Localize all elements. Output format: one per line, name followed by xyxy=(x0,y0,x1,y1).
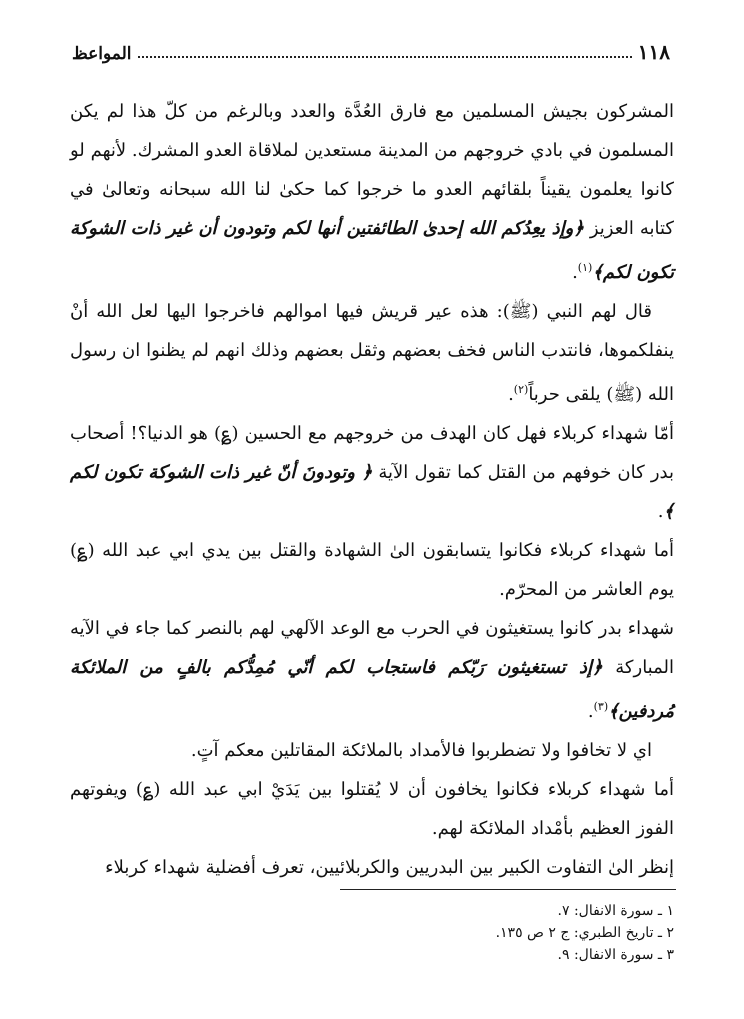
paragraph-8 xyxy=(70,848,674,887)
paragraph-text: شهداء بدر كانوا يستغيثون في الحرب مع الوعد الآلهي لهم بالنصر كما جاء في الآيه المباركة xyxy=(70,618,674,678)
paragraph-2: قال لهم النبي (ﷺ): هذه عير قريش فيها اموالهم فاخرجوا اليها لعل الله أنْ ينفلكموها، فانتدب الناس فخف بعضهم وثقل بعضهم وذلك انهم لم يظنوا ان رسول الله (ﷺ) يلقى حرباً$^{(٢)}$. xyxy=(70,301,674,405)
quran-verse: ﴿ وتودونَ أنّ غير ذات الشوكة تكون لكم ﴾ xyxy=(70,462,674,522)
footnote-1: ١ ـ سورة الانفال: ٧. xyxy=(557,903,674,919)
page-number: ١١٨ xyxy=(637,40,670,64)
page-header xyxy=(72,34,670,64)
paragraph-text: أمّا شهداء كربلاء فهل كان الهدف من خروجهم مع الحسين (؏) هو الدنيا؟! أصحاب بدر كان خوفهم من القتل كما تقول الآية xyxy=(70,423,674,483)
footnote-2: ٢ ـ تاريخ الطبري: ج ٢ ص ١٣٥. xyxy=(495,925,674,941)
paragraph-1: المشركون بجيش المسلمين مع فارق العُدَّة والعدد وبالرغم من كلّ هذا لم يكن المسلمون في بادي خروجهم من المدينة مستعدين لملاقاة العدو المشرك. لأنهم لو كانوا يعلمون يقيناً بلقائهم العدو ما خرجوا كما حكىٰ لنا الله سبحانه وتعالىٰ في كتابه العزيز ﴿وإذ يعِدُكم الله إحدىٰ الطائفتين أنها لكم وتودون أن غير ذات الشوكة تكون لكم﴾$^{(١)}$. xyxy=(70,101,674,283)
footnote-ref: (١) xyxy=(577,261,593,274)
paragraph-7 xyxy=(70,770,674,848)
footnote-3: ٣ ـ سورة الانفال: ٩. xyxy=(557,947,674,963)
paragraph-text: أما شهداء كربلاء فكانوا يتسابقون الىٰ الشهادة والقتل بين يدي ابي عبد الله (؏) يوم العاشر من المحرّم. xyxy=(70,540,674,600)
footnote-separator xyxy=(340,889,676,890)
paragraph-5: شهداء بدر كانوا يستغيثون في الحرب مع الوعد الآلهي لهم بالنصر كما جاء في الآيه المباركة ﴿إذ تستغيثون رَبّكم فاستجاب لكم أنّي مُمِدُّكم بالفٍ من الملائكة مُردفين﴾$^{(٣)}$. xyxy=(70,618,674,722)
header-dotted-leader xyxy=(138,56,632,58)
paragraph-text-after: . xyxy=(657,501,664,522)
paragraph-text: اي لا تخافوا ولا تضطربوا فالأمداد بالملائكة المقاتلين معكم آتٍ. xyxy=(190,740,652,761)
paragraph-4 xyxy=(70,531,674,609)
footnotes xyxy=(300,900,674,966)
paragraph-text: أما شهداء كربلاء فكانوا يخافون أن لا يُقتلوا بين يَدَيْ ابي عبد الله (؏) ويفوتهم الفوز العظيم بأمْداد الملائكة لهم. xyxy=(70,779,674,839)
paragraph-6 xyxy=(70,731,674,770)
footnote-ref: (٣) xyxy=(593,700,609,713)
paragraph-text: إنظر الىٰ التفاوت الكبير بين البدريين والكربلائيين، تعرف أفضلية شهداء كربلاء xyxy=(105,857,674,878)
paragraph-text: قال لهم النبي (ﷺ): هذه عير قريش فيها اموالهم فاخرجوا اليها لعل الله أنْ ينفلكموها، فانتدب الناس فخف بعضهم وثقل بعضهم وذلك انهم لم يظنوا ان رسول الله (ﷺ) يلقى حرباً xyxy=(70,301,674,405)
paragraph-text: المشركون بجيش المسلمين مع فارق العُدَّة والعدد وبالرغم من كلّ هذا لم يكن المسلمون في بادي خروجهم من المدينة مستعدين لملاقاة العدو المشرك. لأنهم لو كانوا يعلمون يقيناً بلقائهم العدو ما خرجوا كما حكىٰ لنا الله سبحانه وتعالىٰ في كتابه العزيز xyxy=(70,101,674,239)
paragraph-3 xyxy=(70,414,674,531)
running-title: المواعظ xyxy=(72,44,132,64)
page-body xyxy=(70,92,674,887)
footnote-ref: (٢) xyxy=(513,383,529,396)
quran-verse: ﴿وإذ يعِدُكم الله إحدىٰ الطائفتين أنها لكم وتودون أن غير ذات الشوكة تكون لكم﴾ xyxy=(70,218,674,283)
quran-verse: ﴿إذ تستغيثون رَبّكم فاستجاب لكم أنّي مُمِدُّكم بالفٍ من الملائكة مُردفين﴾ xyxy=(70,657,674,722)
